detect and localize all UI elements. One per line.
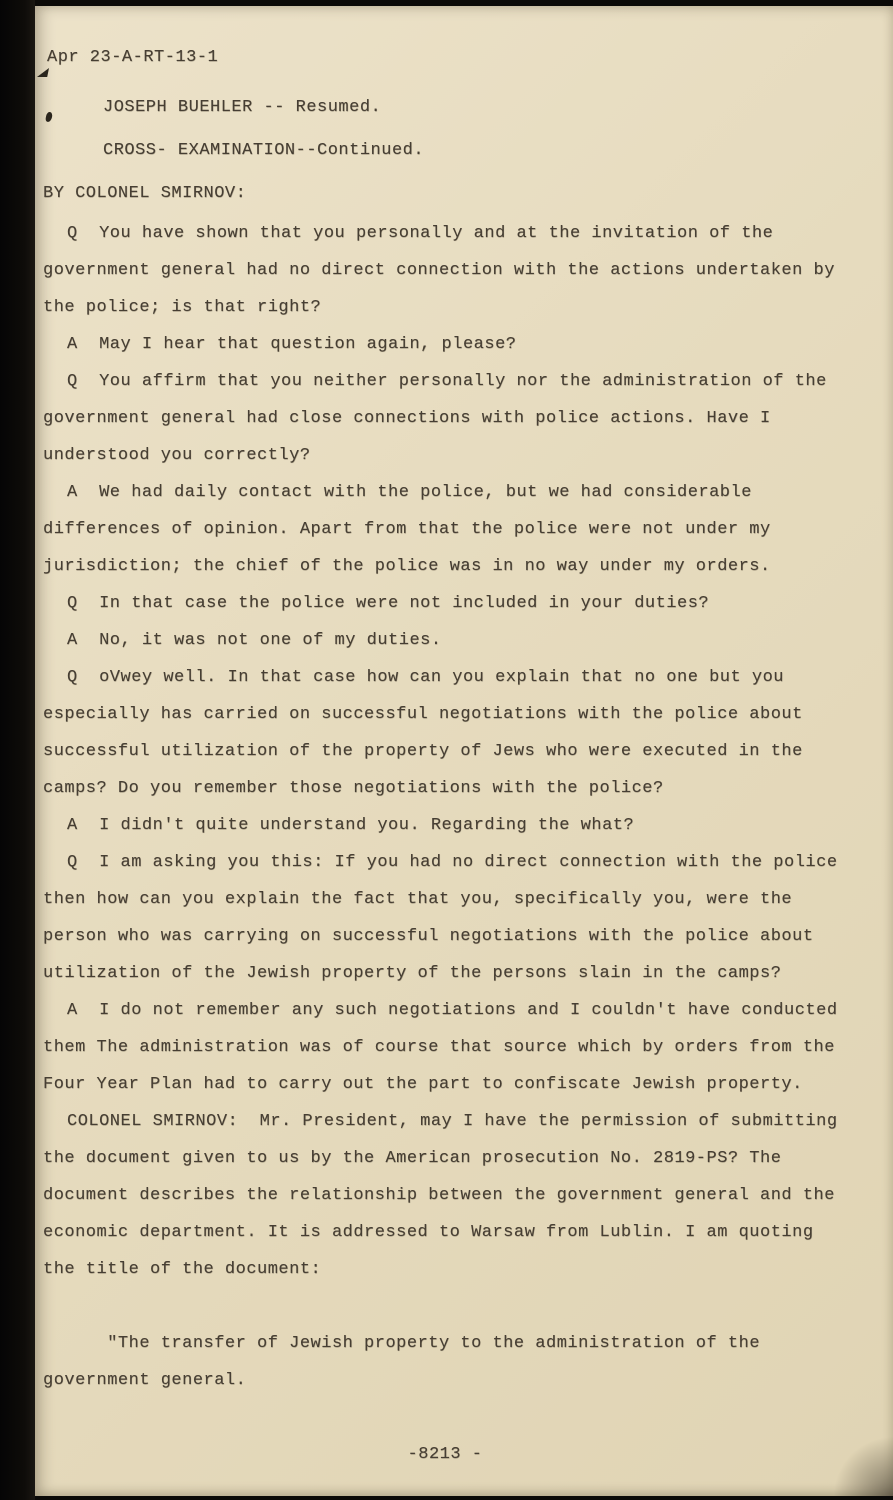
document-reference-code: Apr 23-A-RT-13-1 <box>47 48 219 67</box>
qa-paragraph: A May I hear that question again, please? <box>67 335 517 354</box>
document-quote-paragraph <box>43 1288 847 1473</box>
qa-paragraph: Q You affirm that you neither personally nor the administration of the government general had close connections with police actions. Have I understood you correctly? <box>43 372 838 465</box>
speaker-paragraph: COLONEL SMIRNOV: Mr. President, may I have the permission of submitting the document given to us by the American prosecution No. 2819-PS? The document describes the relationship between the government general and the economic department. It is addressed to Warsaw from Lublin. I am quoting the title of the document: <box>43 1112 849 1279</box>
witness-title: JOSEPH BUEHLER -- Resumed. <box>103 98 382 117</box>
qa-paragraph: Q oVwey well. In that case how can you explain that no one but you especially has carried on successful negotiations with the police about successful utilization of the property of Jews who were executed in the camps? Do you remember those negotiations with the police? <box>43 668 814 798</box>
paper-sheet <box>35 6 893 1496</box>
qa-paragraph: Q You have shown that you personally and at the invitation of the government general had no direct connection with the actions undertaken by the police; is that right? <box>43 224 846 317</box>
qa-paragraph: A I didn't quite understand you. Regarding the what? <box>67 816 635 835</box>
qa-paragraph: A No, it was not one of my duties. <box>67 631 442 650</box>
qa-paragraph: Q I am asking you this: If you had no direct connection with the police then how can you explain the fact that you, specifically you, were the person who was carrying on successful negotiations with the police about utilization of the Jewish property of the persons slain in the camps? <box>43 853 849 983</box>
page-number: -8213 - <box>407 1445 483 1464</box>
qa-paragraph: A We had daily contact with the police, but we had considerable differences of opinion. Apart from that the police were not under my jurisdiction; the chief of the police was in no way under my orders. <box>43 483 782 576</box>
examiner-byline: BY COLONEL SMIRNOV: <box>43 184 247 203</box>
scan-left-edge <box>0 0 35 1500</box>
qa-paragraph: A I do not remember any such negotiations and I couldn't have conducted them The administration was of course that source which by orders from the Four Year Plan had to carry out the part to confiscate Jewish property. <box>43 1001 849 1094</box>
ink-smudge-arrow <box>37 68 49 77</box>
examination-title: CROSS- EXAMINATION--Continued. <box>103 141 425 160</box>
document-quote-text: "The transfer of Jewish property to the administration of the government general. <box>43 1334 771 1390</box>
qa-paragraph: Q In that case the police were not included in your duties? <box>67 594 710 613</box>
ink-smudge-dot <box>45 111 53 122</box>
